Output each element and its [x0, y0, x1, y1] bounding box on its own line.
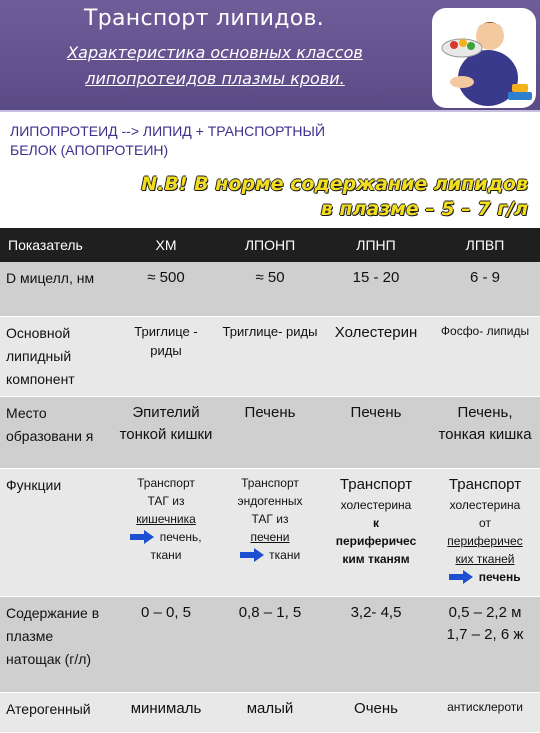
arrow-right-icon — [449, 570, 473, 584]
hm-func-4: печень, — [159, 529, 202, 544]
row-label: Основной липидный компонент — [0, 316, 114, 396]
table-row-functions — [0, 468, 540, 596]
hm-func-1: Транспорт — [137, 475, 195, 490]
note-line-1 — [108, 172, 528, 197]
cell-lpvp: Печень, тонкая кишка — [430, 396, 540, 468]
definition-line-1: ЛИПОПРОТЕИД --> ЛИПИД + ТРАНСПОРТНЫЙ — [10, 123, 325, 139]
cell-lponp: Триглице- риды — [218, 316, 322, 396]
table-row-atherogenic — [0, 692, 540, 732]
row-label: Атерогенный — [0, 692, 114, 732]
lpvp-func-6: печень — [478, 569, 521, 584]
lponp-func-1: Транспорт — [241, 475, 299, 490]
header-hm: ХМ — [114, 228, 218, 262]
lpvp-func-3: от — [479, 515, 491, 530]
lpvp-func-2: холестерина — [449, 497, 521, 512]
cell-hm: Триглице - риды — [114, 316, 218, 396]
cell-hm: Эпителий тонкой кишки — [114, 396, 218, 468]
cell-lpvp — [430, 468, 540, 596]
header-lponp: ЛПОНП — [218, 228, 322, 262]
row-label: Место образовани я — [0, 396, 114, 468]
cell-hm: 0 – 0, 5 — [114, 596, 218, 692]
table-header-row — [0, 228, 540, 262]
definition-line-2: БЕЛОК (АПОПРОТЕИН) — [10, 142, 169, 158]
table-row-d-micell — [0, 262, 540, 316]
lpnp-func-2: холестерина — [340, 497, 412, 512]
cell-lpvp: 6 - 9 — [430, 262, 540, 316]
lpnp-func-5: ким тканям — [342, 551, 410, 566]
header-lpvp: ЛПВП — [430, 228, 540, 262]
hm-func-5: ткани — [150, 547, 182, 562]
lpvp-func-1: Транспорт — [448, 475, 522, 493]
cell-lpnp — [322, 468, 430, 596]
lponp-func-3: ТАГ из — [251, 511, 289, 526]
arrow-right-icon — [240, 548, 264, 562]
cell-hm — [114, 468, 218, 596]
lponp-func-5-wrap — [222, 546, 318, 564]
header-lpnp: ЛПНП — [322, 228, 430, 262]
lpnp-func-4: периферичес — [335, 533, 417, 548]
hm-func-4-wrap — [118, 528, 214, 546]
lipoprotein-table — [0, 228, 540, 733]
cell-lpvp — [430, 596, 540, 692]
lponp-func-5: ткани — [269, 547, 301, 562]
lponp-func-4: печени — [250, 529, 290, 544]
cell-lpvp: Фосфо- липиды — [430, 316, 540, 396]
cell-lponp — [218, 468, 322, 596]
row-label: Содержание в плазме натощак (г/л) — [0, 596, 114, 692]
nb-label: N.B! — [141, 173, 188, 195]
page-title: Транспорт липидов. — [84, 6, 325, 31]
row-label: D мицелл, нм — [0, 262, 114, 316]
cell-lpnp: 3,2- 4,5 — [322, 596, 430, 692]
table-row-main-component — [0, 316, 540, 396]
cell-lpnp: Очень — [322, 692, 430, 732]
table-row-origin — [0, 396, 540, 468]
page-subtitle — [10, 40, 420, 92]
lpvp-content-2: 1,7 – 2, 6 ж — [446, 625, 524, 643]
note-line-1-text: В норме содержание липидов — [194, 173, 528, 195]
cell-lponp: малый — [218, 692, 322, 732]
subtitle-line-1: Характеристика основных классов — [67, 43, 363, 62]
header-banner — [0, 0, 540, 110]
lpvp-func-6-wrap — [434, 568, 536, 586]
lpnp-func-3: к — [372, 515, 379, 530]
lpvp-func-5: ких тканей — [455, 551, 515, 566]
arrow-right-icon — [130, 530, 154, 544]
lponp-func-2: эндогенных — [237, 493, 303, 508]
table-row-content — [0, 596, 540, 692]
nb-note — [108, 172, 528, 222]
cell-lpnp: 15 - 20 — [322, 262, 430, 316]
cell-hm: ≈ 500 — [114, 262, 218, 316]
note-line-2: в плазме – 5 – 7 г/л — [320, 198, 528, 220]
header-indicator: Показатель — [0, 228, 114, 262]
cell-lpnp: Холестерин — [322, 316, 430, 396]
cell-lponp: ≈ 50 — [218, 262, 322, 316]
lpvp-func-4: периферичес — [447, 533, 523, 548]
lpnp-func-1: Транспорт — [339, 475, 413, 493]
subtitle-line-2: липопротеидов плазмы крови. — [85, 69, 345, 88]
woman-eating-illustration — [432, 8, 536, 108]
cell-lponp: Печень — [218, 396, 322, 468]
cell-lpnp: Печень — [322, 396, 430, 468]
lipoprotein-definition — [10, 122, 410, 160]
lpvp-content-1: 0,5 – 2,2 м — [448, 603, 522, 621]
cell-lponp: 0,8 – 1, 5 — [218, 596, 322, 692]
cell-hm: минималь — [114, 692, 218, 732]
hm-func-2: ТАГ из — [147, 493, 185, 508]
header-divider — [0, 110, 540, 112]
hm-func-3: кишечника — [136, 511, 196, 526]
row-label: Функции — [0, 468, 114, 596]
cell-lpvp: антисклероти — [430, 692, 540, 732]
